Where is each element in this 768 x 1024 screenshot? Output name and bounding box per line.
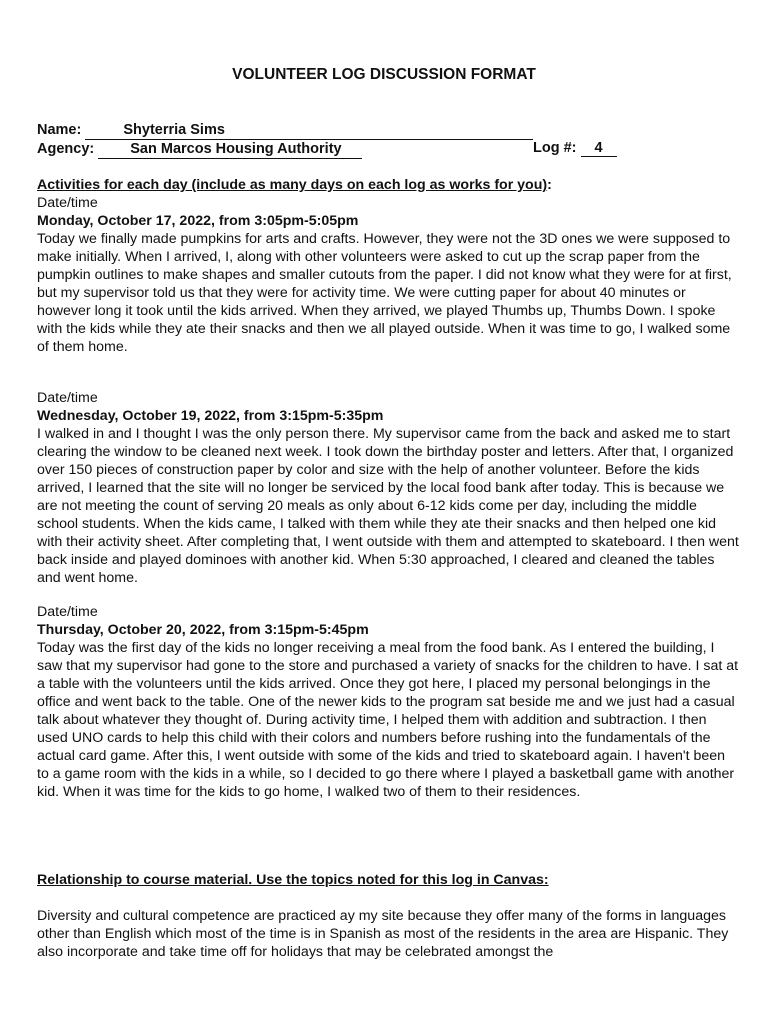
relationship-text: Diversity and cultural competence are practiced ay my site because they offer many of the forms in languages other than English which most of the time is in Spanish as most of the residents in the area are Hispanic. They also incorporate and take time off for holidays that may be celebrated amongst the bbox=[37, 908, 729, 960]
log-value-line bbox=[581, 140, 617, 157]
relationship-section bbox=[37, 871, 739, 961]
log-number-row bbox=[533, 140, 617, 157]
log-value: 4 bbox=[594, 140, 603, 156]
entry-2 bbox=[37, 389, 739, 587]
agency-value: San Marcos Housing Authority bbox=[130, 141, 342, 157]
activities-heading-colon: : bbox=[547, 177, 552, 193]
entry-date: Wednesday, October 19, 2022, from 3:15pm-5:35pm bbox=[37, 408, 384, 424]
document-title: VOLUNTEER LOG DISCUSSION FORMAT bbox=[232, 66, 536, 83]
entry-date: Monday, October 17, 2022, from 3:05pm-5:05pm bbox=[37, 213, 359, 229]
agency-row bbox=[37, 140, 362, 159]
agency-label: Agency: bbox=[37, 141, 95, 157]
entry-text: Today was the first day of the kids no longer receiving a meal from the food bank. As I entered the building, I saw that my supervisor had gone to the store and purchased a variety of snacks for the children to have. I sat at a table with the volunteers until the kids arrived. Once they got here, I placed my personal belongings in the office and went back to the table. One of the newer kids to the program sat beside me and we just had a casual talk about whatever they thought of. During activity time, I helped them with addition and subtraction. I then used UNO cards to help this child with their colors and numbers before rushing into the fundamentals of the actual card game. After this, I went outside with some of the kids and tried to skateboard again. I haven't been to a game room with the kids in a while, so I decided to go there where I played a basketball game with another kid. When it was time for the kids to go home, I walked two of them to their residences. bbox=[37, 640, 739, 800]
activities-section bbox=[37, 176, 739, 356]
entry-date-label: Date/time bbox=[37, 390, 98, 406]
log-label: Log #: bbox=[533, 140, 577, 156]
agency-value-line bbox=[98, 140, 362, 159]
name-label: Name: bbox=[37, 122, 82, 138]
entry-date: Thursday, October 20, 2022, from 3:15pm-5:45pm bbox=[37, 622, 369, 638]
name-value: Shyterria Sims bbox=[123, 122, 225, 138]
activities-heading: Activities for each day (include as many days on each log as works for you) bbox=[37, 177, 548, 193]
entry-date-label: Date/time bbox=[37, 195, 98, 211]
name-row bbox=[37, 121, 533, 140]
entry-text: I walked in and I thought I was the only person there. My supervisor came from the back and asked me to start clearing the window to be cleaned next week. I took down the birthday poster and letters. After that, I organized over 150 pieces of construction paper by color and size with the help of another volunteer. Before the kids arrived, I learned that the site will no longer be serviced by the local food bank after today. This is because we are not meeting the count of serving 20 meals as only about 6-12 kids come per day, including the middle school students. When the kids came, I talked with them while they ate their snacks and then helped one kid with their activity sheet. After completing that, I went outside with them and attempted to skateboard. I then went back inside and played dominoes with another kid. When 5:30 approached, I cleared and cleaned the tables and went home. bbox=[37, 426, 739, 586]
entry-text: Today we finally made pumpkins for arts and crafts. However, they were not the 3D ones we were supposed to make initially. When I arrived, I, along with other volunteers were asked to cut up the scrap paper from the pumpkin outlines to make shapes and smaller cutouts from the paper. I did not know what they were for at first, but my supervisor told us that they were for activity time. We were cutting paper for about 40 minutes or however long it took until the kids arrived. When they arrived, we played Thumbs up, Thumbs Down. I spoke with the kids while they ate their snacks and then we all played outside. When it was time to go, I walked some of them home. bbox=[37, 231, 732, 355]
name-value-line bbox=[85, 121, 533, 140]
entry-date-label: Date/time bbox=[37, 604, 98, 620]
entry-3 bbox=[37, 603, 739, 801]
relationship-heading: Relationship to course material. Use the topics noted for this log in Canvas: bbox=[37, 872, 549, 888]
